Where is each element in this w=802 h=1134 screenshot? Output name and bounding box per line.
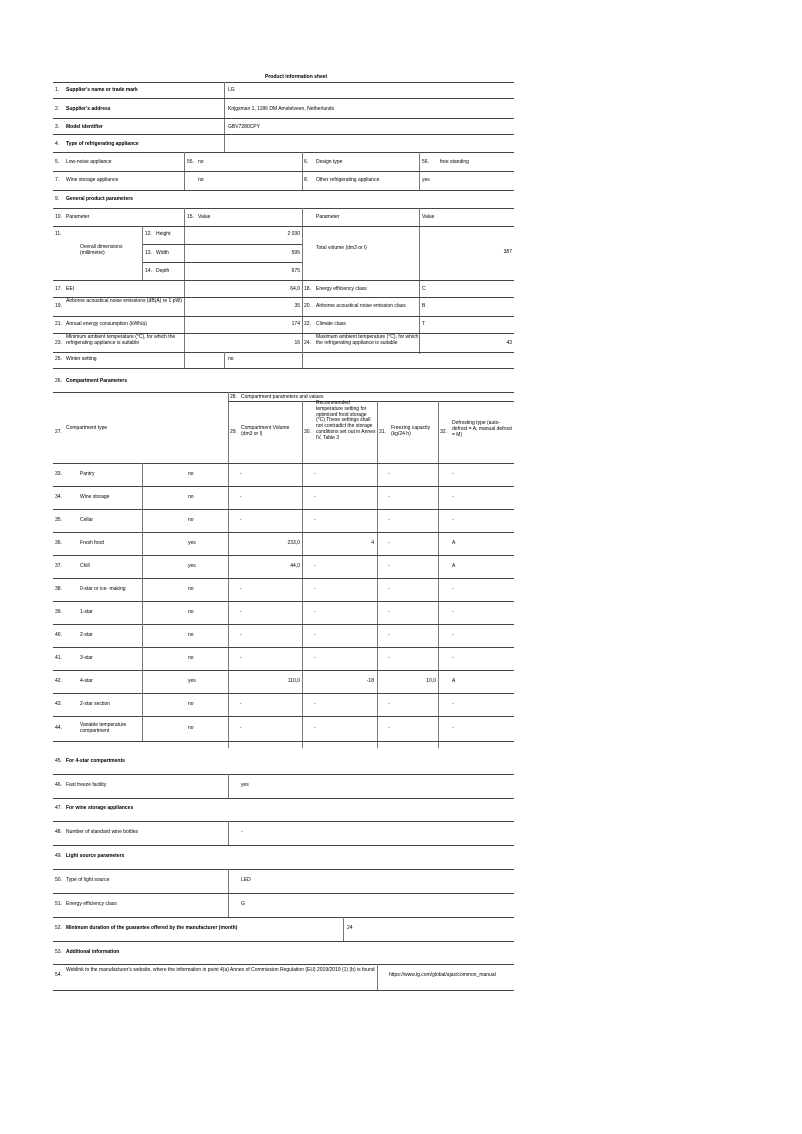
fast-freeze-label: Fast freeze facility	[66, 782, 107, 788]
climate-class-label: Climate class	[316, 321, 346, 327]
params-values-header: Compartment parameters and values	[241, 394, 324, 400]
parameter-header-2: Parameter	[316, 214, 340, 220]
noise-emissions-value: 35	[294, 303, 300, 309]
compartment-defrost: -	[452, 517, 454, 523]
compartment-freezing: -	[388, 632, 390, 638]
compartment-temperature: 4	[371, 540, 374, 546]
row-number: 47.	[55, 805, 62, 811]
width-label: Width	[156, 250, 169, 256]
wine-bottles-label: Number of standard wine bottles	[66, 829, 138, 835]
compartment-defrost: -	[452, 725, 454, 731]
row-number: 45.	[55, 758, 62, 764]
compartment-name: Chill	[80, 563, 90, 569]
row-number: 28.	[230, 394, 237, 400]
design-type-label: Design type	[316, 159, 343, 165]
compartment-present: no	[188, 655, 194, 661]
freezing-header: Freezing capacity (kg/24 h)	[391, 425, 431, 437]
row-number: 9.	[55, 196, 60, 202]
height-value: 2 030	[287, 231, 300, 237]
row-number: 18.	[304, 286, 311, 292]
other-appliance-value: yes	[422, 177, 430, 183]
height-label: Height	[156, 231, 171, 237]
row-number: 41.	[55, 655, 62, 661]
max-temp-value: 43	[506, 340, 512, 346]
row-number: 52.	[55, 925, 62, 931]
value-header: Value	[198, 214, 211, 220]
supplier-name-label: Supplier's name or trade mark	[66, 87, 138, 93]
row-number: 26.	[55, 378, 62, 384]
compartment-freezing: -	[388, 471, 390, 477]
light-class-value: G	[241, 901, 245, 907]
compartment-present: no	[188, 494, 194, 500]
temperature-header: Recommended temperature setting for optimised food storage (°C) These settings shall not contradict the storage conditions set out in Annex IV, Table 3	[316, 400, 376, 441]
noise-class-value: B	[422, 303, 426, 309]
total-volume-label: Total volume (dm3 or l)	[316, 245, 367, 251]
compartment-volume: -	[240, 701, 242, 707]
min-temp-value: 16	[294, 340, 300, 346]
compartment-present: yes	[188, 678, 196, 684]
compartment-name: 2-star section	[80, 701, 111, 707]
compartment-defrost: -	[452, 494, 454, 500]
volume-header: Compartment Volume (dm3 or l)	[241, 425, 290, 437]
row-number: 4.	[55, 141, 60, 147]
row-number: 37.	[55, 563, 62, 569]
light-type-value: LED	[241, 877, 251, 883]
compartment-present: no	[188, 701, 194, 707]
total-volume-value: 387	[503, 249, 512, 255]
max-temp-label: Maximum ambient temperature (°C), for which the refrigerating appliance is suitable	[316, 334, 419, 346]
winter-setting-label: Winter setting	[66, 356, 97, 362]
compartment-defrost: -	[452, 655, 454, 661]
parameter-header: Parameter	[66, 214, 90, 220]
row-number: 13.	[145, 250, 152, 256]
row-number: 20.	[304, 303, 311, 309]
compartment-freezing: -	[388, 586, 390, 592]
row-number: 14.	[145, 268, 152, 274]
compartment-temperature: -	[314, 586, 316, 592]
row-number: 30.	[304, 429, 311, 435]
row-number: 2.	[55, 106, 60, 112]
row-number: 8.	[304, 177, 309, 183]
compartment-defrost: A	[452, 563, 456, 569]
row-number: 46.	[55, 782, 62, 788]
compartment-volume: -	[240, 609, 242, 615]
compartment-present: no	[188, 586, 194, 592]
compartment-present: no	[188, 471, 194, 477]
energy-class-label: Energy efficiency class	[316, 286, 367, 292]
row-number: 49.	[55, 853, 62, 859]
wine-heading: For wine storage appliances	[66, 805, 134, 811]
compartment-present: yes	[188, 563, 196, 569]
row-number: 29.	[230, 429, 237, 435]
noise-class-label: Airborne acoustical noise emission class	[316, 303, 406, 309]
compartment-name: Wine storage	[80, 494, 110, 500]
compartment-volume: -	[240, 725, 242, 731]
supplier-name-value: LG	[228, 87, 235, 93]
other-appliance-label: Other refrigerating appliance	[316, 177, 380, 183]
weblink-value[interactable]: https://www.lg.com/global/ajax/common_manual	[389, 972, 496, 978]
compartment-temperature: -18	[366, 678, 374, 684]
row-number: 33.	[55, 471, 62, 477]
row-number: 36.	[55, 540, 62, 546]
compartment-volume: 44,0	[290, 563, 300, 569]
model-identifier-value: GBV7280CPY	[228, 124, 260, 130]
compartment-freezing: -	[388, 725, 390, 731]
row-number: 23.	[55, 340, 62, 346]
eei-value: 64,0	[290, 286, 300, 292]
compartment-name: 2-star	[80, 632, 93, 638]
compartment-temperature: -	[314, 609, 316, 615]
row-number: 3.	[55, 124, 60, 130]
compartment-freezing: -	[388, 655, 390, 661]
light-heading: Light source parameters	[66, 853, 125, 859]
low-noise-value: no	[198, 159, 204, 165]
row-number: 39.	[55, 609, 62, 615]
compartment-temperature: -	[314, 725, 316, 731]
compartment-freezing: -	[388, 517, 390, 523]
noise-emissions-label: Airborne acoustical noise emissions (dB(A) re 1 pW)	[66, 298, 182, 304]
annual-energy-label: Annual energy consumption (kWh/a)	[66, 321, 147, 327]
compartment-present: no	[188, 632, 194, 638]
row-number: 53.	[55, 949, 62, 955]
row-number: 7.	[55, 177, 60, 183]
min-temp-label: Minimum ambient temperature (°C), for which the refrigerating appliance is suitable	[66, 334, 176, 346]
compartment-freezing: -	[388, 609, 390, 615]
compartment-volume: 110,0	[287, 678, 300, 684]
row-number: 11.	[55, 231, 62, 237]
compartment-name: 1-star	[80, 609, 93, 615]
compartment-name: Cellar	[80, 517, 94, 523]
compartment-temperature: -	[314, 494, 316, 500]
design-type-value: free standing	[440, 159, 469, 165]
compartment-temperature: -	[314, 701, 316, 707]
compartment-freezing: -	[388, 563, 390, 569]
row-number: 24.	[304, 340, 311, 346]
compartment-present: no	[188, 517, 194, 523]
compartment-freezing: -	[388, 540, 390, 546]
compartment-defrost: A	[452, 540, 456, 546]
compartment-temperature: -	[314, 471, 316, 477]
compartment-freezing: 10,0	[426, 678, 436, 684]
row-number: 21.	[55, 321, 62, 327]
compartment-defrost: -	[452, 609, 454, 615]
overall-dimensions-label: Overall dimensions (millimetre)	[80, 244, 123, 256]
type-heading: Type of refrigerating appliance	[66, 141, 139, 147]
compartment-name: Pantry	[80, 471, 95, 477]
row-number: 15.	[187, 214, 194, 220]
row-number: 27.	[55, 429, 62, 435]
compartment-volume: 233,0	[287, 540, 300, 546]
additional-heading: Additional information	[66, 949, 120, 955]
supplier-address-value: Krijgsman 1, 1186 DM Amstelveen, Netherlands	[228, 106, 335, 112]
row-number: 42.	[55, 678, 62, 684]
compartment-temperature: -	[314, 517, 316, 523]
compartment-volume: -	[240, 471, 242, 477]
compartment-temperature: -	[314, 563, 316, 569]
row-number: 31.	[379, 429, 386, 435]
row-number: 10.	[55, 214, 62, 220]
compartment-volume: -	[240, 494, 242, 500]
row-number: 19.	[55, 303, 62, 309]
width-value: 595	[291, 250, 300, 256]
compartment-present: no	[188, 725, 194, 731]
compartment-name: 0-star or ice- making	[80, 586, 126, 592]
model-identifier-label: Model identifier	[66, 124, 103, 130]
weblink-label: Weblink to the manufacturer's website, where the information in point 4(a) Annex of Commission Regulation (EU) 2019/2019 (1) (b) is found	[66, 967, 375, 973]
compartment-defrost: A	[452, 678, 456, 684]
row-number: 38.	[55, 586, 62, 592]
compartment-name: Variable temperature compartment	[80, 722, 127, 734]
row-number: 48.	[55, 829, 62, 835]
compartment-present: no	[188, 609, 194, 615]
supplier-address-label: Supplier's address	[66, 106, 111, 112]
row-number: 34.	[55, 494, 62, 500]
guarantee-value: 24	[347, 925, 353, 931]
compartment-defrost: -	[452, 632, 454, 638]
compartment-freezing: -	[388, 494, 390, 500]
row-number: 1.	[55, 87, 60, 93]
fast-freeze-value: yes	[241, 782, 249, 788]
depth-value: 675	[291, 268, 300, 274]
row-number: 17.	[55, 286, 62, 292]
compartment-volume: -	[240, 517, 242, 523]
winter-setting-value: no	[228, 356, 234, 362]
row-number: 50.	[55, 877, 62, 883]
general-heading: General product parameters	[66, 196, 133, 202]
page-title: Product information sheet	[265, 74, 328, 80]
row-number: 43.	[55, 701, 62, 707]
compartment-present: yes	[188, 540, 196, 546]
row-number: 6.	[304, 159, 309, 165]
compartment-volume: -	[240, 632, 242, 638]
row-number: 56.	[422, 159, 429, 165]
compartment-name: Fresh food	[80, 540, 104, 546]
compartment-freezing: -	[388, 701, 390, 707]
defrost-header: Defrosting type (auto-defrost = A, manual defrost = M)	[452, 420, 512, 438]
row-number: 51.	[55, 901, 62, 907]
eei-label: EEI	[66, 286, 75, 292]
wine-bottles-value: -	[241, 829, 243, 835]
row-number: 44.	[55, 725, 62, 731]
compartment-heading: Compartment Parameters	[66, 378, 128, 384]
row-number: 12.	[145, 231, 152, 237]
compartment-defrost: -	[452, 701, 454, 707]
wine-storage-value: no	[198, 177, 204, 183]
compartment-defrost: -	[452, 586, 454, 592]
compartment-type-header: Compartment type	[66, 425, 108, 431]
light-class-label: Energy efficiency class	[66, 901, 117, 907]
compartment-name: 3-star	[80, 655, 93, 661]
guarantee-label: Minimum duration of the guarantee offered by the manufacturer (month)	[66, 925, 238, 931]
row-number: 22.	[304, 321, 311, 327]
row-number: 54.	[55, 972, 62, 978]
row-number: 5.	[55, 159, 60, 165]
value-header-2: Value	[422, 214, 435, 220]
compartment-defrost: -	[452, 471, 454, 477]
annual-energy-value: 174	[291, 321, 300, 327]
compartment-temperature: -	[314, 655, 316, 661]
four-star-heading: For 4-star compartments	[66, 758, 125, 764]
compartment-volume: -	[240, 586, 242, 592]
compartment-temperature: -	[314, 632, 316, 638]
climate-class-value: T	[422, 321, 426, 327]
energy-class-value: C	[422, 286, 426, 292]
low-noise-label: Low-noise appliance	[66, 159, 112, 165]
wine-storage-label: Wine storage appliance	[66, 177, 119, 183]
row-number: 35.	[55, 517, 62, 523]
compartment-volume: -	[240, 655, 242, 661]
row-number: 25.	[55, 356, 62, 362]
compartment-name: 4-star	[80, 678, 93, 684]
depth-label: Depth	[156, 268, 170, 274]
row-number: 32.	[440, 429, 447, 435]
row-number: 55.	[187, 159, 194, 165]
light-type-label: Type of light source	[66, 877, 110, 883]
row-number: 40.	[55, 632, 62, 638]
